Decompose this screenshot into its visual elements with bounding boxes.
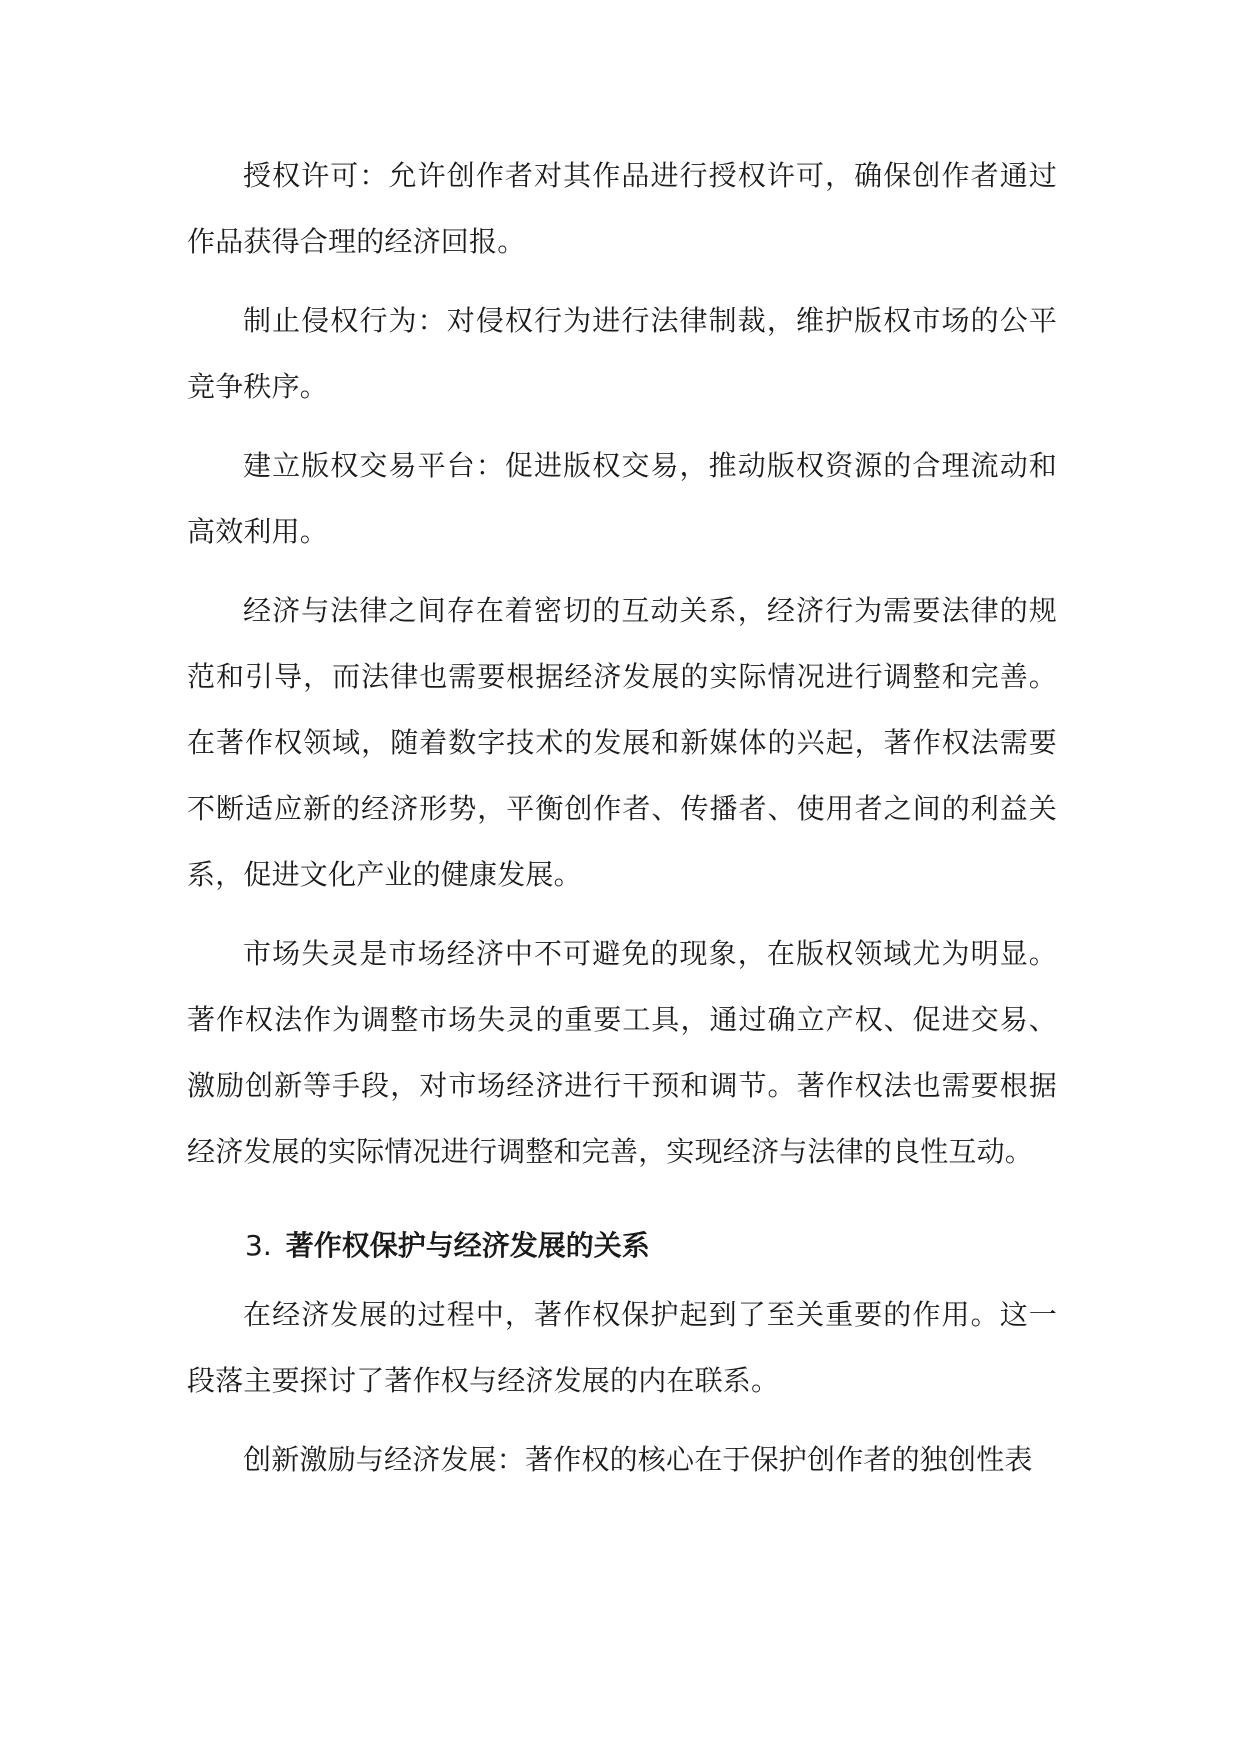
paragraph-licensing: 授权许可：允许创作者对其作品进行授权许可，确保创作者通过作品获得合理的经济回报。: [187, 159, 1057, 258]
section-title: 著作权保护与经济发展的关系: [285, 1229, 650, 1262]
section-number: 3.: [245, 1229, 272, 1262]
paragraph-economy-law-interaction: 经济与法律之间存在着密切的互动关系，经济行为需要法律的规范和引导，而法律也需要根据经济发展的实际情况进行调整和完善。在著作权领域，随着数字技术的发展和新媒体的兴起，著作权法需要不断适应新的经济形势，平衡创作者、传播者、使用者之间的利益关系，促进文化产业的健康发展。: [187, 594, 1057, 891]
paragraph-trading-platform: 建立版权交易平台：促进版权交易，推动版权资源的合理流动和高效利用。: [187, 449, 1057, 548]
paragraph-stop-infringement: 制止侵权行为：对侵权行为进行法律制裁，维护版权市场的公平竞争秩序。: [187, 304, 1057, 403]
paragraph-market-failure: 市场失灵是市场经济中不可避免的现象，在版权领域尤为明显。著作权法作为调整市场失灵的重要工具，通过确立产权、促进交易、激励创新等手段，对市场经济进行干预和调节。著作权法也需要根据经济发展的实际情况进行调整和完善，实现经济与法律的良性互动。: [187, 937, 1057, 1168]
paragraph-innovation-incentive: 创新激励与经济发展：著作权的核心在于保护创作者的独创性表: [243, 1443, 1033, 1476]
document-body: [187, 143, 1057, 1506]
section-heading: [187, 1210, 1057, 1282]
paragraph-section-intro: 在经济发展的过程中，著作权保护起到了至关重要的作用。这一段落主要探讨了著作权与经济发展的内在联系。: [187, 1298, 1057, 1397]
